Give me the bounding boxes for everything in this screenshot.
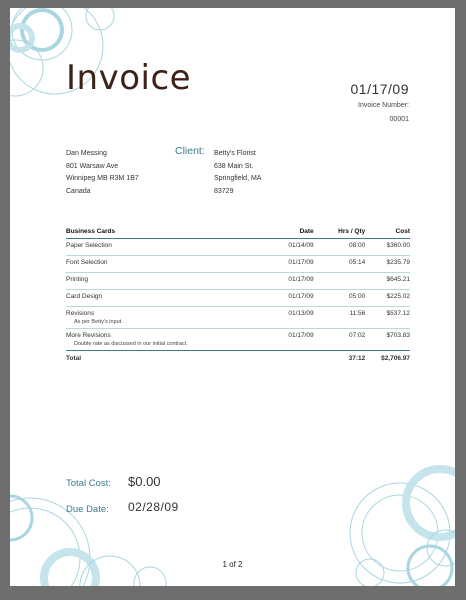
item-cost-text: $235.79 bbox=[386, 259, 410, 266]
table-row bbox=[66, 239, 410, 256]
header-hrs: Hrs / Qty bbox=[314, 225, 366, 239]
item-name-text: Paper Selection bbox=[66, 242, 112, 249]
item-hrs-text: 07:02 bbox=[348, 332, 366, 339]
due-date-label: Due Date: bbox=[66, 504, 109, 515]
line-items-table bbox=[66, 225, 410, 368]
item-cost-text: $703.83 bbox=[386, 332, 410, 339]
item-date bbox=[266, 329, 314, 351]
client-street: 638 Main St. bbox=[214, 162, 254, 170]
header-cost: Cost bbox=[365, 225, 410, 239]
table-row bbox=[66, 307, 410, 329]
total-hrs: 37:12 bbox=[314, 351, 366, 369]
total-date bbox=[266, 351, 314, 369]
item-date-text: 01/17/09 bbox=[288, 332, 314, 339]
item-hrs-text: 08:00 bbox=[348, 242, 366, 249]
item-note: As per Betty's input. bbox=[74, 319, 123, 325]
item-name bbox=[66, 290, 266, 307]
table-header-row bbox=[66, 225, 410, 239]
item-date-text: 01/17/09 bbox=[288, 276, 314, 283]
total-row bbox=[66, 351, 410, 369]
sender-street: 801 Warsaw Ave bbox=[66, 162, 119, 170]
item-name bbox=[66, 239, 266, 256]
total-label: Total bbox=[66, 351, 266, 369]
invoice-date: 01/17/09 bbox=[350, 81, 409, 97]
sender-country: Canada bbox=[66, 187, 91, 195]
due-date-value: 02/28/09 bbox=[128, 500, 179, 514]
invoice-number: 00001 bbox=[389, 116, 409, 123]
table-row bbox=[66, 256, 410, 273]
item-cost-text: $537.12 bbox=[386, 310, 410, 317]
item-cost bbox=[365, 329, 410, 351]
item-name bbox=[66, 329, 266, 351]
invoice-title: Invoice bbox=[66, 58, 192, 98]
total-cost-cell: $2,706.97 bbox=[365, 351, 410, 369]
sender-name: Dan Messing bbox=[66, 150, 107, 157]
item-cost bbox=[365, 256, 410, 273]
item-hrs bbox=[314, 290, 366, 307]
item-note: Double rate as discussed in our initial contract. bbox=[74, 341, 188, 347]
item-date-text: 01/13/09 bbox=[288, 310, 314, 317]
header-item: Business Cards bbox=[66, 225, 266, 239]
header-date: Date bbox=[266, 225, 314, 239]
item-date-text: 01/14/09 bbox=[288, 242, 314, 249]
item-hrs bbox=[314, 256, 366, 273]
item-name-text: More Revisions bbox=[66, 332, 111, 339]
total-cost-value: $0.00 bbox=[128, 474, 161, 489]
sender-address bbox=[66, 148, 139, 198]
item-hrs bbox=[314, 329, 366, 351]
item-hrs bbox=[314, 307, 366, 329]
item-name-text: Card Design bbox=[66, 293, 103, 300]
page-number: 1 of 2 bbox=[222, 560, 243, 569]
client-city: Springfield, MA bbox=[214, 175, 262, 182]
item-cost bbox=[365, 273, 410, 290]
item-cost bbox=[365, 290, 410, 307]
item-name-text: Revisions bbox=[66, 310, 95, 317]
sender-city: Winnipeg MB R3M 1B7 bbox=[66, 175, 139, 182]
invoice-number-label: Invoice Number: bbox=[358, 102, 409, 109]
item-cost-text: $645.21 bbox=[386, 276, 410, 283]
item-name bbox=[66, 273, 266, 290]
table-row bbox=[66, 273, 410, 290]
item-hrs-text: 11:56 bbox=[349, 310, 366, 317]
item-date bbox=[266, 256, 314, 273]
item-hrs-text: 05:14 bbox=[348, 259, 366, 266]
item-name-text: Font Selection bbox=[66, 259, 108, 266]
item-hrs bbox=[314, 239, 366, 256]
item-cost bbox=[365, 239, 410, 256]
item-date bbox=[266, 273, 314, 290]
client-zip: 83729 bbox=[214, 187, 234, 195]
item-hrs-text: 05:00 bbox=[348, 293, 366, 300]
decorative-circles-bottom-left bbox=[10, 478, 210, 586]
total-cost-label: Total Cost: bbox=[66, 478, 111, 489]
table-row bbox=[66, 329, 410, 351]
item-date-text: 01/17/09 bbox=[288, 259, 314, 266]
item-date bbox=[266, 239, 314, 256]
invoice-page bbox=[10, 8, 455, 586]
item-cost-text: $360.00 bbox=[386, 242, 410, 249]
client-address bbox=[214, 148, 261, 198]
item-cost bbox=[365, 307, 410, 329]
item-cost-text: $225.02 bbox=[386, 293, 410, 300]
item-date bbox=[266, 307, 314, 329]
item-date-text: 01/17/09 bbox=[288, 293, 314, 300]
table-row bbox=[66, 290, 410, 307]
item-name-text: Printing bbox=[66, 276, 89, 283]
item-name bbox=[66, 256, 266, 273]
client-label: Client: bbox=[175, 145, 205, 157]
item-name bbox=[66, 307, 266, 329]
client-name: Betty's Florist bbox=[214, 150, 256, 157]
item-hrs bbox=[314, 273, 366, 290]
item-date bbox=[266, 290, 314, 307]
